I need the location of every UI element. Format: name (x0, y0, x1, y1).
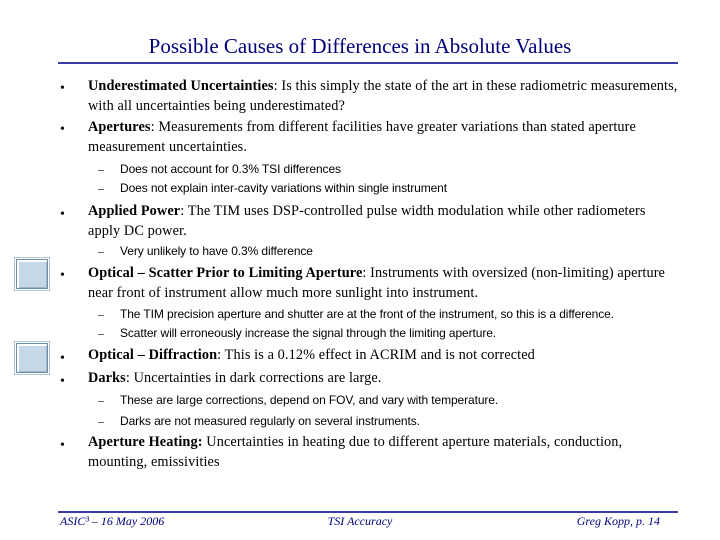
bullet-item-aperture-heating: Aperture Heating: Uncertainties in heating due to different aperture materials, conduction, mounting, emissivities (88, 434, 623, 470)
sub-item: Does not account for 0.3% TSI differences (120, 162, 341, 176)
footer-divider (58, 511, 678, 513)
bullet-item-applied-power: Applied Power: The TIM uses DSP-controlled pulse width modulation while other radiometers apply DC power. (88, 203, 646, 239)
dash-icon: – (98, 162, 104, 176)
slide-title: Possible Causes of Differences in Absolute Values (148, 34, 572, 58)
footer-date: ASIC³ – 16 May 2006 (60, 514, 165, 528)
bullet-icon: • (60, 81, 65, 96)
bullet-icon: • (60, 374, 65, 389)
title-divider (58, 62, 678, 64)
bullet-icon: • (60, 207, 65, 222)
sub-item: Darks are not measured regularly on several instruments. (120, 414, 420, 428)
dash-icon: – (98, 393, 104, 407)
sub-item: Does not explain inter-cavity variations within single instrument (120, 181, 447, 195)
bullet-item-optical-diffraction: Optical – Diffraction: This is a 0.12% effect in ACRIM and is not corrected (88, 347, 535, 363)
bullet-icon: • (60, 438, 65, 453)
slide-action-button[interactable] (16, 343, 48, 373)
slide-action-button[interactable] (16, 259, 48, 289)
bullet-item-darks: Darks: Uncertainties in dark corrections are large. (88, 370, 382, 386)
dash-icon: – (98, 307, 104, 321)
footer-topic: TSI Accuracy (327, 514, 393, 528)
sub-item: The TIM precision aperture and shutter are at the front of the instrument, so this is a difference. (120, 307, 614, 321)
dash-icon: – (98, 181, 104, 195)
dash-icon: – (98, 414, 104, 428)
footer-page: Greg Kopp, p. 14 (576, 514, 660, 528)
sub-item: Scatter will erroneously increase the signal through the limiting aperture. (120, 326, 497, 340)
bullet-item-apertures: Apertures: Measurements from different facilities have greater variations than stated aperture measurement uncertainties. (88, 119, 636, 155)
bullet-icon: • (60, 351, 65, 366)
bullet-icon: • (60, 268, 65, 283)
dash-icon: – (98, 244, 104, 258)
bullet-icon: • (60, 122, 65, 137)
bullet-item-optical-scatter: Optical – Scatter Prior to Limiting Aperture: Instruments with oversized (non-limiting) aperture near front of instrument allow much more sunlight into instrument. (88, 265, 666, 301)
bullet-item-underestimated-uncertainties: Underestimated Uncertainties: Is this simply the state of the art in these radiometric measurements, with all uncertainties being underestimated? (88, 78, 678, 114)
sub-item: These are large corrections, depend on FOV, and vary with temperature. (120, 393, 499, 407)
sub-item: Very unlikely to have 0.3% difference (120, 244, 313, 258)
dash-icon: – (98, 326, 104, 340)
